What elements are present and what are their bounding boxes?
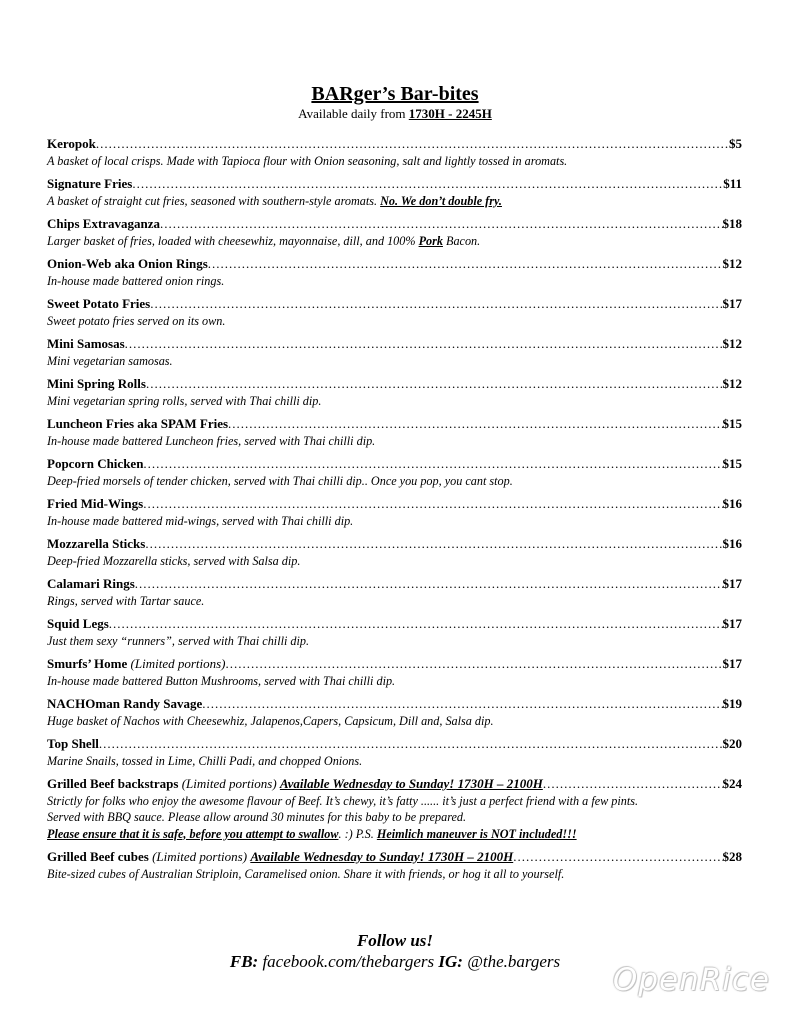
item-price: $12: [722, 336, 742, 351]
menu-item-mozzarella-sticks: [47, 536, 742, 569]
menu-item-sweet-potato-fries: [47, 296, 742, 329]
item-name: Calamari Rings: [47, 576, 135, 591]
item-name: Popcorn Chicken: [47, 456, 144, 471]
item-price: $12: [722, 376, 742, 391]
item-description: In-house made battered mid-wings, served with Thai chilli dip.: [47, 513, 354, 528]
item-description: In-house made battered Luncheon fries, served with Thai chilli dip.: [47, 433, 376, 448]
item-description: Sweet potato fries served on its own.: [47, 313, 226, 328]
item-description-line2: Served with BBQ sauce. Please allow around 30 minutes for this baby to be prepared.: [47, 810, 467, 824]
item-price: $17: [722, 616, 742, 631]
item-warning: [47, 826, 742, 843]
item-name: Keropok: [47, 136, 96, 151]
item-description: In-house made battered onion rings.: [47, 273, 225, 288]
item-price: $18: [722, 216, 742, 231]
item-description: Marine Snails, tossed in Lime, Chilli Padi, and chopped Onions.: [47, 753, 363, 768]
item-name: Signature Fries: [47, 176, 133, 191]
warning-heimlich: Heimlich maneuver is NOT included!!!: [376, 826, 577, 841]
description-text: A basket of straight cut fries, seasoned with southern-style aromats.: [47, 193, 381, 208]
menu-item-mini-samosas: [47, 336, 742, 369]
item-price: $11: [723, 176, 742, 191]
menu-item-keropok: [47, 136, 742, 169]
menu-item-squid-legs: [47, 616, 742, 649]
item-name: Smurfs’ Home: [47, 656, 128, 671]
description-text: Larger basket of fries, loaded with cheesewhiz, mayonnaise, dill, and 100%: [47, 233, 419, 248]
menu-item-luncheon-fries: [47, 416, 742, 449]
menu-item-nachoman: [47, 696, 742, 729]
leader-dots: [543, 776, 723, 793]
leader-dots: [226, 656, 723, 673]
item-price: $17: [722, 656, 742, 671]
leader-dots: [143, 456, 722, 473]
item-note: (Limited portions): [130, 656, 226, 671]
item-name: Mozzarella Sticks: [47, 536, 146, 551]
menu-list: [47, 136, 742, 889]
item-name: Grilled Beef backstraps: [47, 776, 179, 791]
item-price: $15: [722, 416, 742, 431]
leader-dots: [132, 176, 723, 193]
item-name: Grilled Beef cubes: [47, 849, 149, 864]
item-name: Mini Spring Rolls: [47, 376, 146, 391]
leader-dots: [143, 496, 722, 513]
menu-header: [0, 82, 790, 122]
leader-dots: [109, 616, 723, 633]
item-availability: Available Wednesday to Sunday! 1730H – 2100H: [250, 849, 514, 864]
openrice-watermark: OpenRice: [612, 962, 770, 998]
availability-prefix: Available daily from: [298, 106, 409, 121]
leader-dots: [125, 336, 723, 353]
item-name: Squid Legs: [47, 616, 109, 631]
menu-item-signature-fries: [47, 176, 742, 209]
follow-us: Follow us!: [356, 931, 434, 950]
item-name: NACHOman Randy Savage: [47, 696, 203, 711]
item-description-line1: Strictly for folks who enjoy the awesome flavour of Beef. It’s chewy, it’s fatty ...... it’s just a perfect friend with a few pints.: [47, 793, 639, 808]
leader-dots: [145, 536, 722, 553]
item-description: In-house made battered Button Mushrooms, served with Thai chilli dip.: [47, 673, 396, 688]
menu-item-fried-mid-wings: [47, 496, 742, 529]
item-name: Top Shell: [47, 736, 99, 751]
item-price: $16: [722, 496, 742, 511]
menu-item-smurfs-home: [47, 656, 742, 689]
item-description: Deep-fried morsels of tender chicken, served with Thai chilli dip.. Once you pop, you cant stop.: [47, 473, 513, 488]
item-price: $15: [722, 456, 742, 471]
item-name: Fried Mid-Wings: [47, 496, 144, 511]
item-description: Huge basket of Nachos with Cheesewhiz, Jalapenos,Capers, Capsicum, Dill and, Salsa dip.: [47, 713, 494, 728]
item-price: $5: [729, 136, 742, 151]
item-description: Mini vegetarian samosas.: [47, 353, 173, 368]
item-description: [47, 193, 742, 210]
menu-item-grilled-beef-backstraps: [47, 776, 742, 842]
fb-label: FB:: [229, 952, 259, 971]
leader-dots: [99, 736, 723, 753]
item-note: (Limited portions): [181, 776, 277, 791]
item-name: Luncheon Fries aka SPAM Fries: [47, 416, 229, 431]
availability-hours: 1730H - 2245H: [408, 106, 492, 121]
leader-dots: [135, 576, 723, 593]
item-description: [47, 233, 742, 250]
item-description: Rings, served with Tartar sauce.: [47, 593, 205, 608]
item-description: A basket of local crisps. Made with Tapioca flour with Onion seasoning, salt and lightly tossed in aromats.: [47, 153, 568, 168]
item-price: $20: [722, 736, 742, 751]
menu-item-chips-extravaganza: [47, 216, 742, 249]
item-note: (Limited portions): [152, 849, 248, 864]
menu-item-onion-rings: [47, 256, 742, 289]
item-description: Mini vegetarian spring rolls, served with Thai chilli dip.: [47, 393, 322, 408]
description-emphasis: Pork: [418, 233, 443, 248]
item-price: $19: [722, 696, 742, 711]
leader-dots: [513, 849, 722, 866]
item-price: $12: [722, 256, 742, 271]
menu-item-grilled-beef-cubes: [47, 849, 742, 882]
menu-item-calamari-rings: [47, 576, 742, 609]
leader-dots: [96, 136, 729, 153]
item-name: Chips Extravaganza: [47, 216, 161, 231]
leader-dots: [202, 696, 722, 713]
item-price: $24: [722, 776, 742, 791]
item-price: $28: [722, 849, 742, 864]
fb-link[interactable]: facebook.com/thebargers: [258, 952, 439, 971]
leader-dots: [146, 376, 723, 393]
item-price: $16: [722, 536, 742, 551]
item-name: Sweet Potato Fries: [47, 296, 151, 311]
warning-ps: . :) P.S.: [338, 826, 377, 841]
description-text-end: Bacon.: [442, 233, 481, 248]
description-emphasis: No. We don’t double fry.: [380, 193, 502, 208]
menu-item-mini-spring-rolls: [47, 376, 742, 409]
leader-dots: [228, 416, 722, 433]
menu-item-top-shell: [47, 736, 742, 769]
item-name: Mini Samosas: [47, 336, 125, 351]
menu-item-popcorn-chicken: [47, 456, 742, 489]
availability-line: [0, 106, 790, 122]
menu-title: BARger’s Bar-bites: [311, 83, 479, 105]
item-price: $17: [722, 576, 742, 591]
item-name: Onion-Web aka Onion Rings: [47, 256, 208, 271]
leader-dots: [208, 256, 723, 273]
ig-link[interactable]: @the.bargers: [462, 952, 561, 971]
item-description: Bite-sized cubes of Australian Striploin, Caramelised onion. Share it with friends, or hog it all to yourself.: [47, 866, 565, 881]
item-price: $17: [722, 296, 742, 311]
item-description: Just them sexy “runners”, served with Thai chilli dip.: [47, 633, 310, 648]
item-description: Deep-fried Mozzarella sticks, served with Salsa dip.: [47, 553, 301, 568]
ig-label: IG:: [438, 952, 463, 971]
leader-dots: [160, 216, 722, 233]
leader-dots: [150, 296, 722, 313]
item-availability: Available Wednesday to Sunday! 1730H – 2100H: [279, 776, 543, 791]
warning-swallow: Please ensure that it is safe, before you attempt to swallow: [47, 826, 339, 841]
